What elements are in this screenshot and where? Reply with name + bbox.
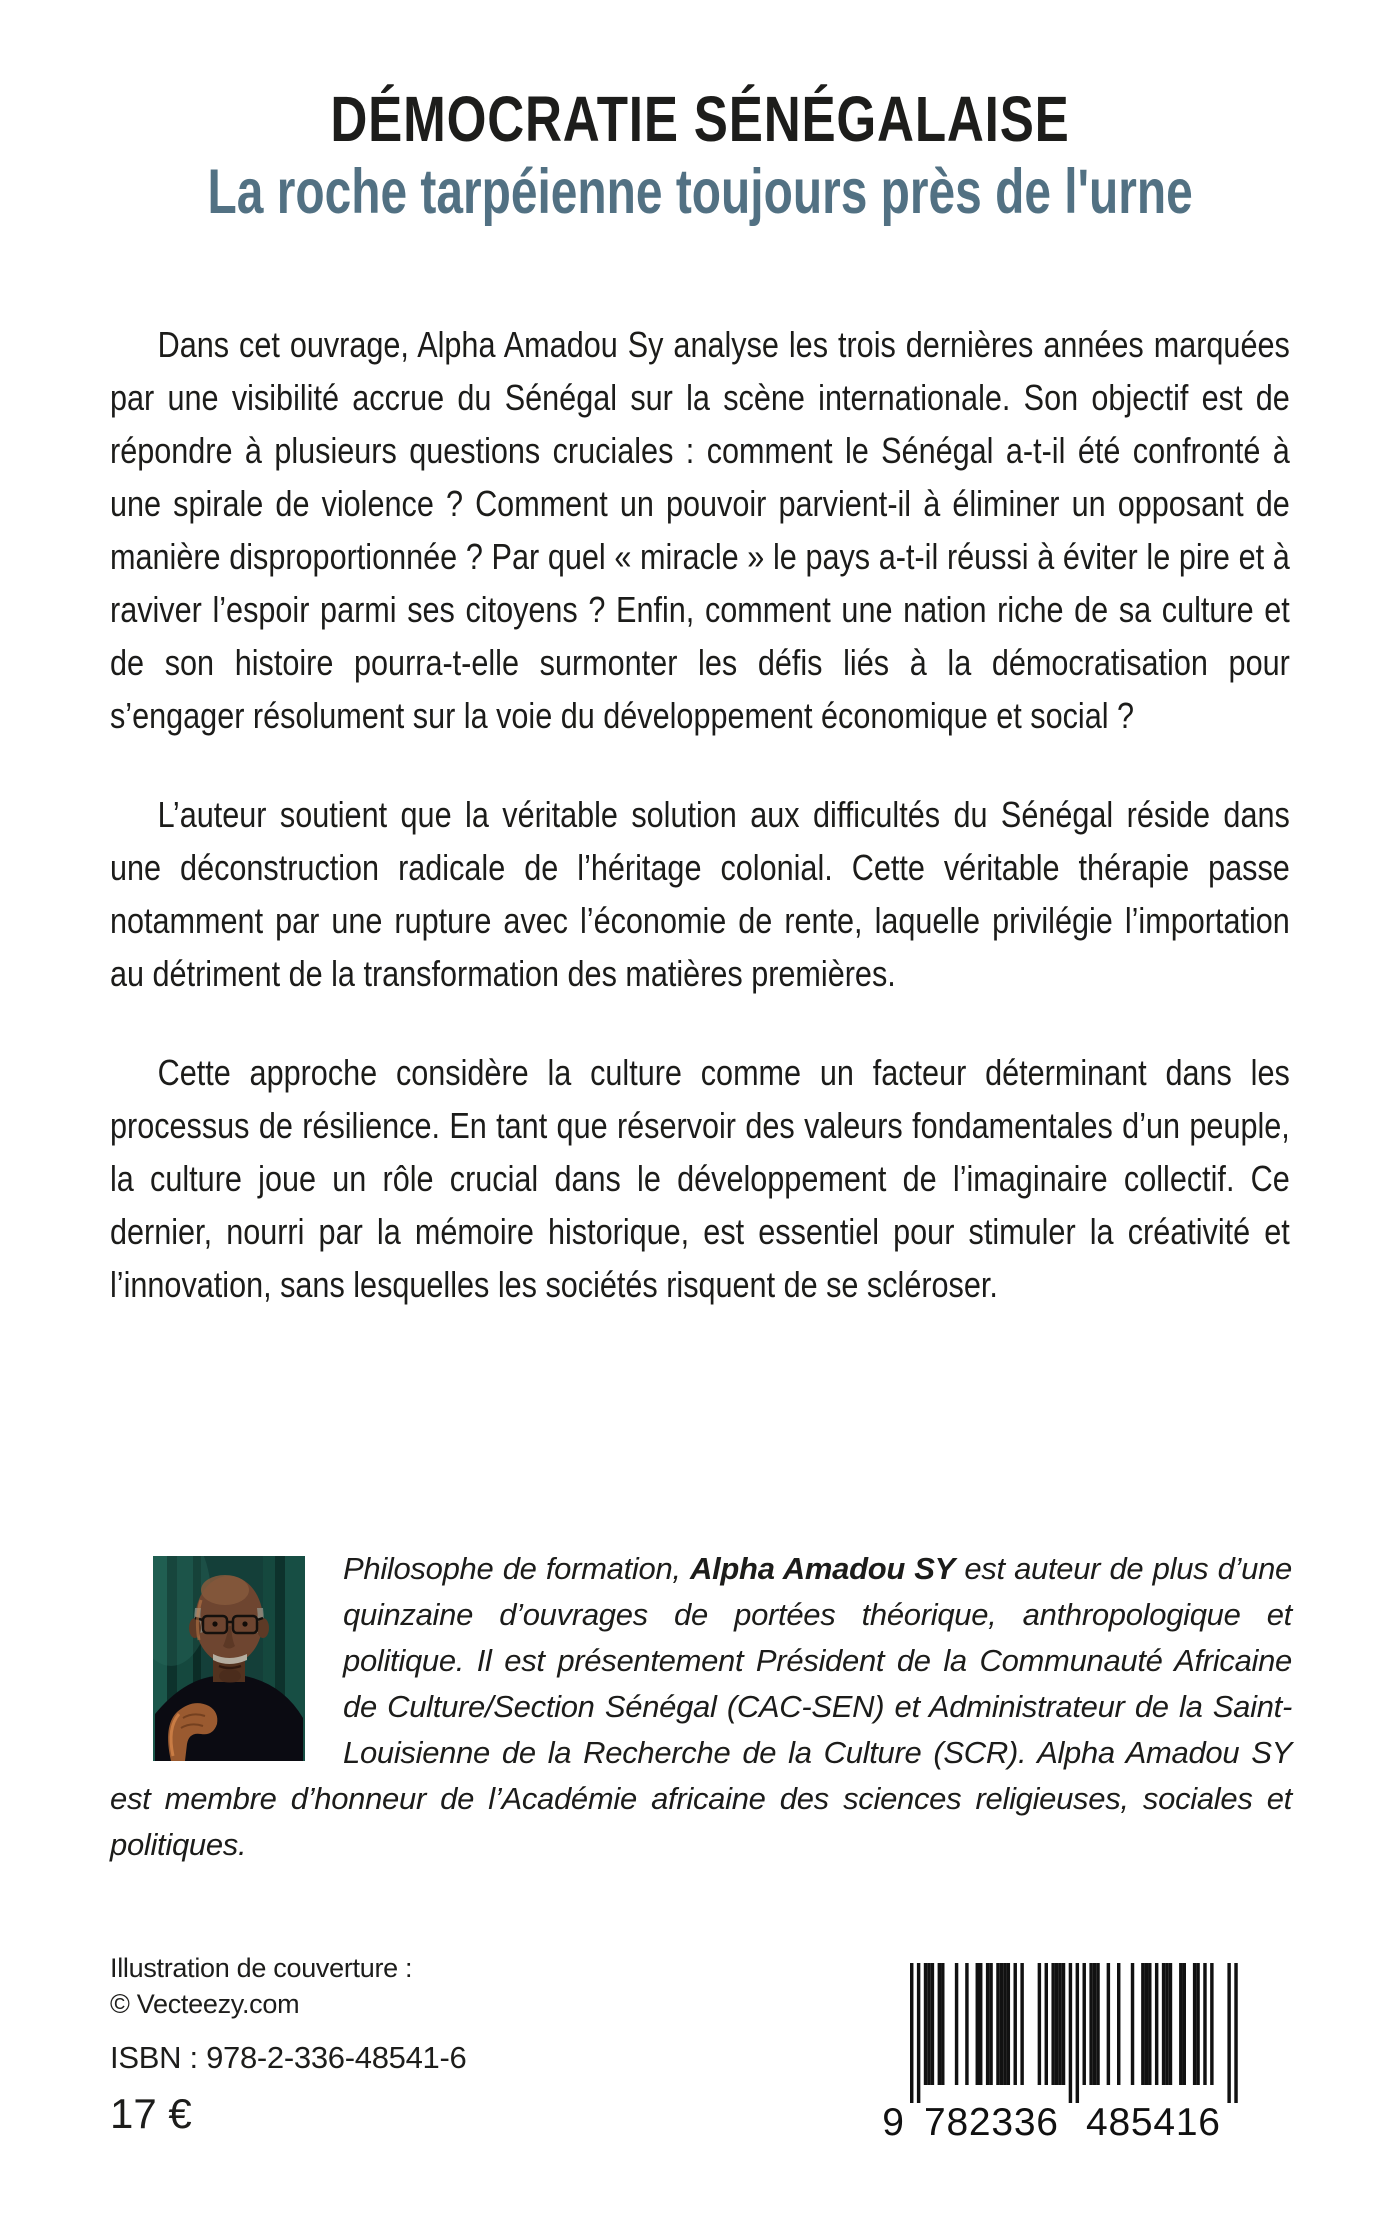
bio-after: est auteur de plus d’une quinzaine d’ouvrages de portées théorique, anthropologique et politique. Il est présentement Président de la Communauté Africaine de Culture/Section Sénégal (CAC-SEN) et Administrateur de la Saint-Louisienne de la Recherche de la Culture (SCR). Alpha Amadou SY est membre d’honneur de l’Académie africaine des sciences religieuses, sociales et politiques. xyxy=(110,1551,1292,1862)
author-bio xyxy=(110,1546,1292,1868)
illustration-label: Illustration de couverture : xyxy=(110,1953,413,1983)
price: 17 € xyxy=(110,2090,192,2137)
barcode-digit-group2: 4 8 5 4 1 6 xyxy=(1086,2101,1220,2144)
barcode xyxy=(868,1963,1248,2148)
illustration-credit: © Vecteezy.com xyxy=(110,1989,300,2019)
barcode-digit-lead: 9 xyxy=(882,2101,904,2144)
bio-before: Philosophe de formation, xyxy=(343,1551,691,1586)
synopsis-paragraph-3: Cette approche considère la culture comme un facteur déterminant dans les processus de résilience. En tant que réservoir des valeurs fondamentales d’un peuple, la culture joue un rôle crucial dans le développement de l’imaginaire collectif. Ce dernier, nourri par la mémoire historique, est essentiel pour stimuler la créativité et l’innovation, sans lesquelles les sociétés risquent de se scléroser. xyxy=(110,1052,1290,1305)
barcode-digit-group1: 7 8 2 3 3 6 xyxy=(924,2101,1058,2144)
author-name: Alpha Amadou SY xyxy=(690,1551,956,1586)
author-photo xyxy=(153,1556,305,1761)
isbn: ISBN : 978-2-336-48541-6 xyxy=(110,2040,467,2075)
synopsis-paragraph-1: Dans cet ouvrage, Alpha Amadou Sy analyse les trois dernières années marquées par une visibilité accrue du Sénégal sur la scène internationale. Son objectif est de répondre à plusieurs questions cruciales : comment le Sénégal a-t-il été confronté à une spirale de violence ? Comment un pouvoir parvient-il à éliminer un opposant de manière disproportionnée ? Par quel « miracle » le pays a-t-il réussi à éviter le pire et à raviver l’espoir parmi ses citoyens ? Enfin, comment une nation riche de sa culture et de son histoire pourra-t-elle surmonter les défis liés à la démocratisation pour s’engager résolument sur la voie du développement économique et social ? xyxy=(110,324,1290,736)
barcode-digits xyxy=(868,2101,1248,2147)
synopsis xyxy=(110,318,1290,1357)
book-title: DÉMOCRATIE SÉNÉGALAISE xyxy=(330,83,1070,155)
header xyxy=(0,84,1400,228)
cover-illustration-credit xyxy=(110,1950,412,2022)
book-subtitle: La roche tarpéienne toujours près de l'urne xyxy=(207,157,1193,228)
synopsis-paragraph-2: L’auteur soutient que la véritable solution aux difficultés du Sénégal réside dans une déconstruction radicale de l’héritage colonial. Cette véritable thérapie passe notamment par une rupture avec l’économie de rente, laquelle privilégie l’importation au détriment de la transformation des matières premières. xyxy=(110,794,1290,994)
barcode-bars xyxy=(910,1963,1238,2116)
